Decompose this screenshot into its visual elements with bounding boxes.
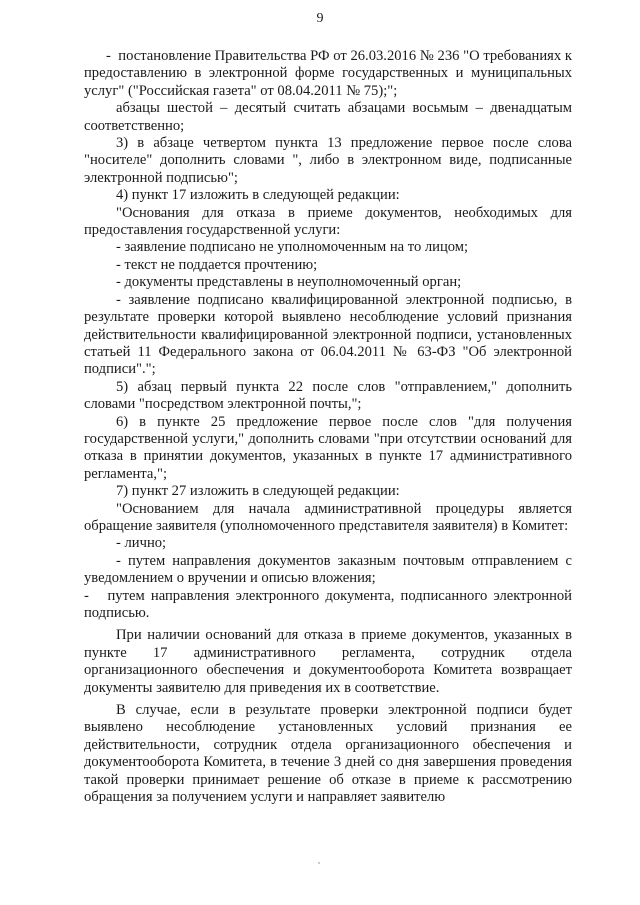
list-item-wrong-authority: - документы представлены в неуполномоченный орган; xyxy=(116,274,462,291)
list-item-invalid-signature: - заявление подписано квалифицированной электронной подписью, в результате проверки которой выявлено несоблюдение условий признания действительности квалифицированной электронной подписи, установленных статьей 11 Федерального закона от 06.04.2011 № 63-ФЗ "Об электронной подписи"."; xyxy=(84,291,572,378)
paragraph-item-7: 7) пункт 27 изложить в следующей редакции: xyxy=(116,483,400,500)
list-item-unreadable-text: - текст не поддается прочтению; xyxy=(116,256,318,273)
paragraph-refusal-grounds: "Основания для отказа в приеме документов, необходимых для предоставления государственной услуги: xyxy=(84,204,572,239)
paragraph-item-4: 4) пункт 17 изложить в следующей редакции: xyxy=(116,187,400,204)
paragraph-item-5: 5) абзац первый пункта 22 после слов "отправлением," дополнить словами "посредством электронной почты,"; xyxy=(84,378,572,413)
paragraph-return-documents: При наличии оснований для отказа в приеме документов, указанных в пункте 17 административного регламента, сотрудник отдела организационного обеспечения и документооборота Комитета возвращает документы заявителю для приведения их в соответствие. xyxy=(84,627,572,696)
paragraph-signature-check: В случае, если в результате проверки электронной подписи будет выявлено несоблюдение установленных условий признания ее действительности, сотрудник отдела организационного обеспечения и документооборота Комитета, в течение 3 дней со дня завершения проведения такой проверки принимает решение об отказе в приеме к рассмотрению обращения за получением услуги и направляет заявителю xyxy=(84,702,572,806)
paragraph-item-3: 3) в абзаце четвертом пункта 13 предложение первое после слова "носителе" дополнить словами ", либо в электронном виде, подписанные электронной подписью"; xyxy=(84,135,572,186)
list-item-registered-mail: - путем направления документов заказным почтовым отправлением с уведомлением о вручении и описью вложения; xyxy=(84,552,572,587)
document-body xyxy=(84,48,572,806)
paragraph-decree-reference: - постановление Правительства РФ от 26.03.2016 № 236 "О требованиях к предоставлению в электронной форме государственных и муниципальных услуг" ("Российская газета" от 08.04.2011 № 75);"; xyxy=(84,48,572,99)
list-item-in-person: - лично; xyxy=(116,535,167,552)
list-item-unauthorized-signer: - заявление подписано не уполномоченным на то лицом; xyxy=(116,239,469,256)
paragraph-procedure-basis: "Основанием для начала административной процедуры является обращение заявителя (уполномоченного представителя заявителя) в Комитет: xyxy=(84,500,572,534)
paragraph-renumbering: абзацы шестой – десятый считать абзацами восьмым – двенадцатым соответственно; xyxy=(84,100,572,134)
page-number: 9 xyxy=(316,11,324,26)
list-item-electronic-document: - путем направления электронного документа, подписанного электронной подписью. xyxy=(84,587,572,621)
scan-speck xyxy=(318,862,320,864)
paragraph-item-6: 6) в пункте 25 предложение первое после слов "для получения государственной услуги," дополнить словами "при отсутствии оснований для отказа в принятии документов, указанных в пункте 17 административного регламента,"; xyxy=(84,413,572,482)
